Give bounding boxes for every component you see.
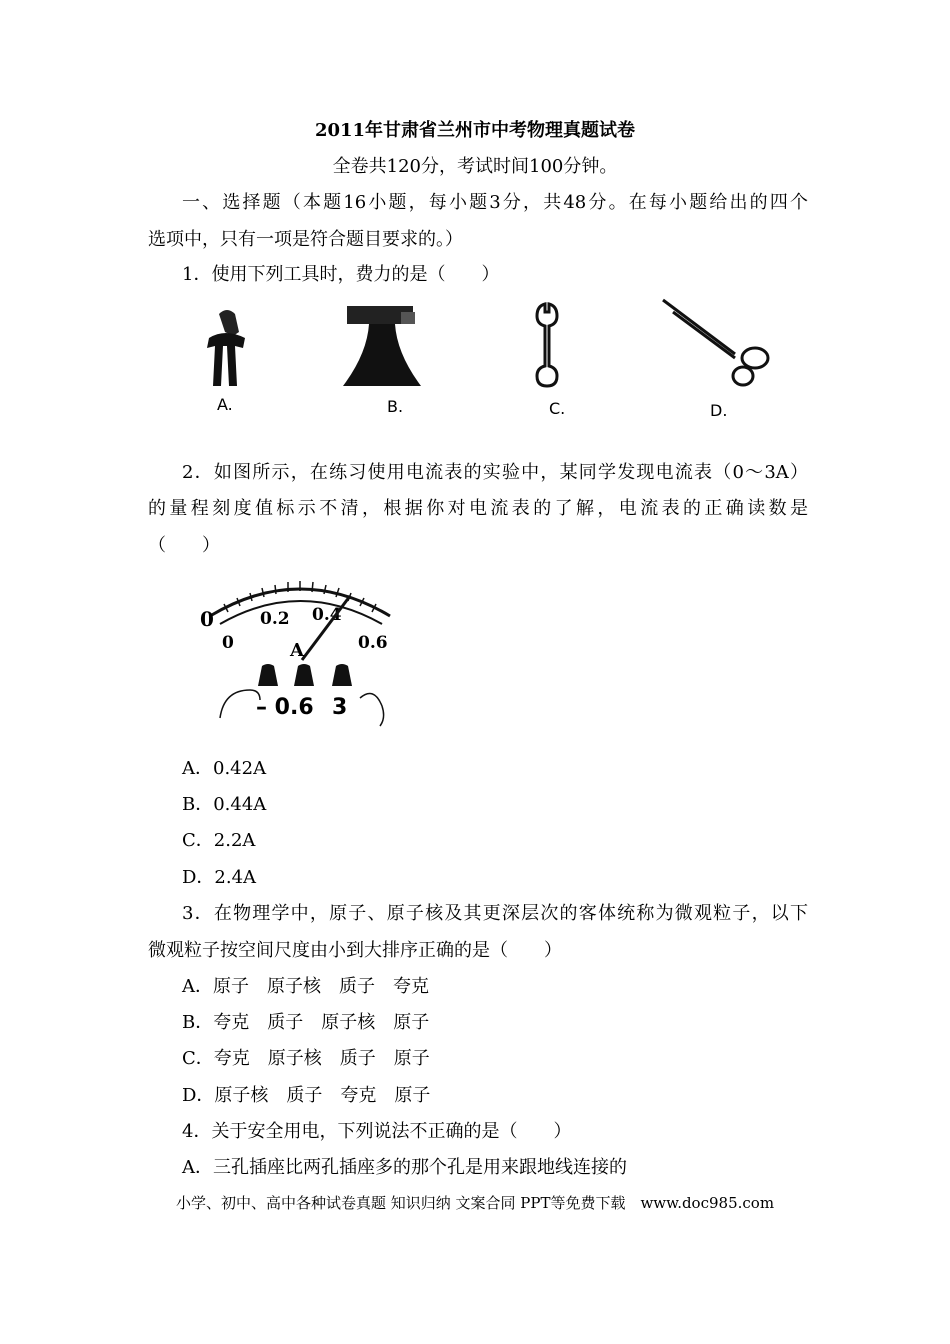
meter-wire-left bbox=[220, 690, 260, 718]
meter-wire-right bbox=[360, 694, 384, 727]
ammeter-figure bbox=[190, 568, 420, 738]
question-1-label-b: B. bbox=[387, 397, 404, 416]
question-3-option-b: B．夸克 质子 原子核 原子 bbox=[182, 1012, 430, 1033]
wrench-icon bbox=[537, 304, 557, 386]
meter-scale-label-0-4: 0.4 bbox=[312, 605, 342, 625]
question-2-option-d: D．2.4A bbox=[182, 867, 257, 888]
meter-unit-label: A bbox=[290, 640, 304, 661]
scissors-icon bbox=[663, 300, 768, 385]
section-heading-line2: 选项中，只有一项是符合题目要求的。） bbox=[148, 229, 463, 250]
meter-scale-label-0: 0 bbox=[222, 633, 234, 653]
meter-scale-label-0-2: 0.2 bbox=[260, 609, 290, 629]
question-2-option-c: C．2.2A bbox=[182, 830, 256, 851]
question-3-option-c: C．夸克 原子核 质子 原子 bbox=[182, 1048, 430, 1069]
question-3-option-d: D．原子核 质子 夸克 原子 bbox=[182, 1085, 431, 1106]
question-2-option-b: B．0.44A bbox=[182, 794, 267, 815]
question-2-stem-line1: 2．如图所示，在练习使用电流表的实验中，某同学发现电流表（0～3A） bbox=[182, 462, 808, 483]
question-2-stem-line2: 的量程刻度值标示不清，根据你对电流表的了解，电流表的正确读数是 bbox=[148, 498, 808, 519]
question-4-stem: 4．关于安全用电，下列说法不正确的是（ ） bbox=[182, 1121, 572, 1142]
question-3-option-a: A．原子 原子核 质子 夸克 bbox=[182, 976, 429, 997]
section-heading-line1: 一、选择题（本题16小题，每小题3分，共48分。在每小题给出的四个 bbox=[182, 192, 808, 213]
meter-terminal-label-3: 3 bbox=[332, 695, 348, 720]
question-1-label-c: C. bbox=[549, 399, 566, 418]
document-subtitle: 全卷共120分，考试时间100分钟。 bbox=[332, 156, 618, 177]
ammeter-scale bbox=[210, 581, 390, 624]
question-4-option-a: A．三孔插座比两孔插座多的那个孔是用来跟地线连接的 bbox=[182, 1157, 627, 1178]
question-3-stem-line2: 微观粒子按空间尺度由小到大排序正确的是（ ） bbox=[148, 940, 562, 961]
question-2-stem-line3: （ ） bbox=[148, 535, 220, 556]
meter-terminals bbox=[258, 664, 352, 686]
pliers-icon bbox=[207, 310, 245, 386]
meter-scale-label-0a: 0 bbox=[200, 607, 214, 631]
question-2-option-a: A．0.42A bbox=[182, 758, 267, 779]
clamp-tool-icon bbox=[343, 306, 421, 386]
document-title: 2011年甘肃省兰州市中考物理真题试卷 bbox=[314, 120, 636, 141]
meter-terminal-label-neg: – 0.6 bbox=[256, 695, 314, 720]
meter-scale-label-0-6: 0.6 bbox=[358, 633, 388, 653]
question-1-tools-figure bbox=[195, 298, 795, 428]
page-footer: 小学、初中、高中各种试卷真题 知识归纳 文案合同 PPT等免费下载 www.doc985.com bbox=[175, 1194, 775, 1212]
question-1-stem: 1．使用下列工具时，费力的是（ ） bbox=[182, 264, 500, 285]
question-1-label-d: D. bbox=[710, 401, 728, 420]
question-1-label-a: A. bbox=[217, 395, 233, 414]
question-3-stem-line1: 3．在物理学中，原子、原子核及其更深层次的客体统称为微观粒子，以下 bbox=[182, 903, 808, 924]
